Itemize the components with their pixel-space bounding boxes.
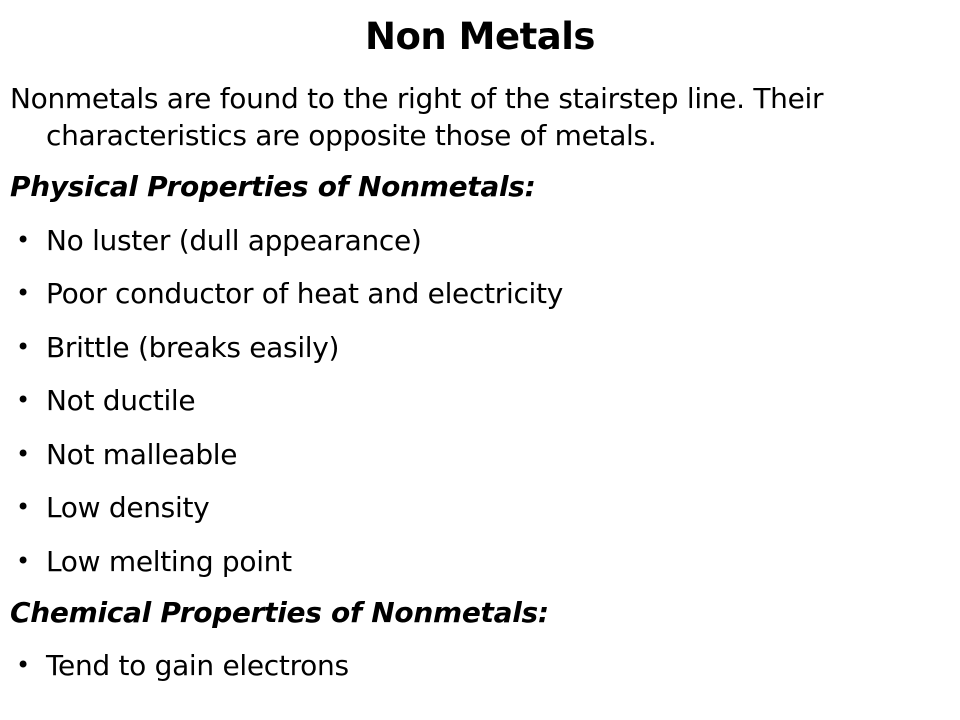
bullet-icon: • bbox=[16, 651, 30, 679]
list-item-text: Low melting point bbox=[46, 544, 292, 578]
list-item bbox=[10, 222, 950, 259]
list-item-text: Tend to gain electrons bbox=[46, 649, 349, 682]
list-item bbox=[10, 382, 950, 419]
intro-text: Nonmetals are found to the right of the stairstep line. Their characteristics are opposite those of metals. bbox=[10, 82, 824, 152]
bullet-icon: • bbox=[16, 332, 30, 361]
list-item bbox=[10, 543, 950, 580]
list-item-text: Low density bbox=[46, 491, 210, 524]
physical-properties-list bbox=[10, 222, 950, 580]
physical-properties-heading: Physical Properties of Nonmetals: bbox=[10, 170, 536, 203]
slide-body bbox=[10, 80, 950, 684]
list-item bbox=[10, 436, 950, 473]
list-item-text: Not malleable bbox=[46, 437, 238, 471]
bullet-icon: • bbox=[16, 439, 30, 468]
list-item-text: Brittle (breaks easily) bbox=[46, 330, 340, 364]
list-item bbox=[10, 329, 950, 366]
bullet-icon: • bbox=[16, 225, 30, 254]
list-item bbox=[10, 275, 950, 312]
chemical-properties-heading: Chemical Properties of Nonmetals: bbox=[10, 595, 549, 629]
bullet-icon: • bbox=[16, 279, 30, 307]
list-item-text: Poor conductor of heat and electricity bbox=[46, 277, 563, 310]
list-item bbox=[10, 647, 950, 684]
list-item-text: Not ductile bbox=[46, 384, 196, 417]
list-item bbox=[10, 489, 950, 526]
list-item-text: No luster (dull appearance) bbox=[46, 223, 422, 257]
bullet-icon: • bbox=[16, 493, 30, 521]
bullet-icon: • bbox=[16, 546, 30, 575]
chemical-properties-list bbox=[10, 647, 950, 684]
slide-title: Non Metals bbox=[365, 15, 595, 58]
bullet-icon: • bbox=[16, 386, 30, 414]
